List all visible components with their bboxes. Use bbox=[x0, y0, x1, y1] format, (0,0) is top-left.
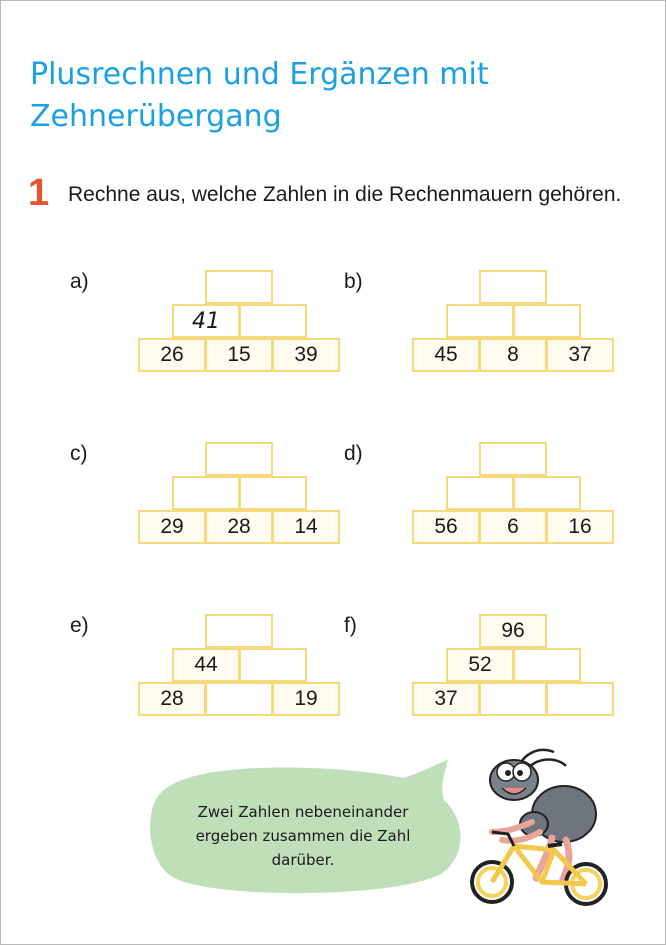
brick-bottom-right: 14 bbox=[272, 510, 340, 544]
brick-bottom-center[interactable] bbox=[479, 682, 547, 716]
number-wall-d bbox=[344, 442, 614, 545]
brick-top: 96 bbox=[479, 614, 547, 648]
brick-bottom-center: 6 bbox=[479, 510, 547, 544]
brick-bottom-center: 28 bbox=[205, 510, 273, 544]
wall-label: d) bbox=[344, 442, 363, 465]
brick-bottom-left: 37 bbox=[412, 682, 480, 716]
brick-bottom-right: 39 bbox=[272, 338, 340, 372]
wall-label: a) bbox=[70, 270, 89, 293]
wall-label: c) bbox=[70, 442, 88, 465]
brick-bottom-center[interactable] bbox=[205, 682, 273, 716]
brick-middle-left: 52 bbox=[446, 648, 514, 682]
title-line-2: Zehnerübergang bbox=[30, 99, 282, 134]
brick-bottom-center: 8 bbox=[479, 338, 547, 372]
wall-label: b) bbox=[344, 270, 363, 293]
brick-bottom-right: 16 bbox=[546, 510, 614, 544]
hint-line-2: ergeben zusammen die Zahl bbox=[195, 827, 411, 845]
brick-top[interactable] bbox=[205, 614, 273, 648]
task-instruction: Rechne aus, welche Zahlen in die Rechenmauern gehören. bbox=[68, 183, 622, 206]
number-wall-c bbox=[70, 442, 340, 545]
brick-top[interactable] bbox=[479, 270, 547, 304]
hint-line-3: darüber. bbox=[271, 851, 335, 869]
brick-middle-right[interactable] bbox=[239, 304, 307, 338]
task-number: 1 bbox=[28, 172, 50, 214]
title-line-1: Plusrechnen und Ergänzen mit bbox=[30, 57, 489, 92]
brick-middle-left[interactable]: 41 bbox=[172, 304, 240, 338]
number-wall-f bbox=[344, 614, 614, 717]
brick-middle-right[interactable] bbox=[239, 476, 307, 510]
brick-bottom-left: 28 bbox=[138, 682, 206, 716]
brick-bottom-left: 29 bbox=[138, 510, 206, 544]
brick-bottom-center: 15 bbox=[205, 338, 273, 372]
brick-top[interactable] bbox=[205, 442, 273, 476]
brick-bottom-left: 26 bbox=[138, 338, 206, 372]
brick-top[interactable] bbox=[205, 270, 273, 304]
page-title bbox=[30, 54, 489, 138]
brick-bottom-right: 19 bbox=[272, 682, 340, 716]
brick-middle-right[interactable] bbox=[513, 648, 581, 682]
wall-label: e) bbox=[70, 614, 89, 637]
number-wall-b bbox=[344, 270, 614, 373]
number-wall-e bbox=[70, 614, 340, 717]
brick-bottom-left: 56 bbox=[412, 510, 480, 544]
brick-middle-left[interactable] bbox=[446, 304, 514, 338]
ant-on-bicycle-icon bbox=[462, 742, 612, 907]
number-wall-a bbox=[70, 270, 340, 373]
brick-middle-right[interactable] bbox=[513, 476, 581, 510]
brick-bottom-right: 37 bbox=[546, 338, 614, 372]
hint-text bbox=[178, 800, 428, 872]
brick-bottom-left: 45 bbox=[412, 338, 480, 372]
brick-middle-left[interactable] bbox=[446, 476, 514, 510]
brick-bottom-right[interactable] bbox=[546, 682, 614, 716]
brick-top[interactable] bbox=[479, 442, 547, 476]
brick-middle-right[interactable] bbox=[239, 648, 307, 682]
brick-middle-left[interactable] bbox=[172, 476, 240, 510]
brick-middle-right[interactable] bbox=[513, 304, 581, 338]
brick-middle-left: 44 bbox=[172, 648, 240, 682]
hint-line-1: Zwei Zahlen nebeneinander bbox=[197, 803, 409, 821]
wall-label: f) bbox=[344, 614, 357, 637]
